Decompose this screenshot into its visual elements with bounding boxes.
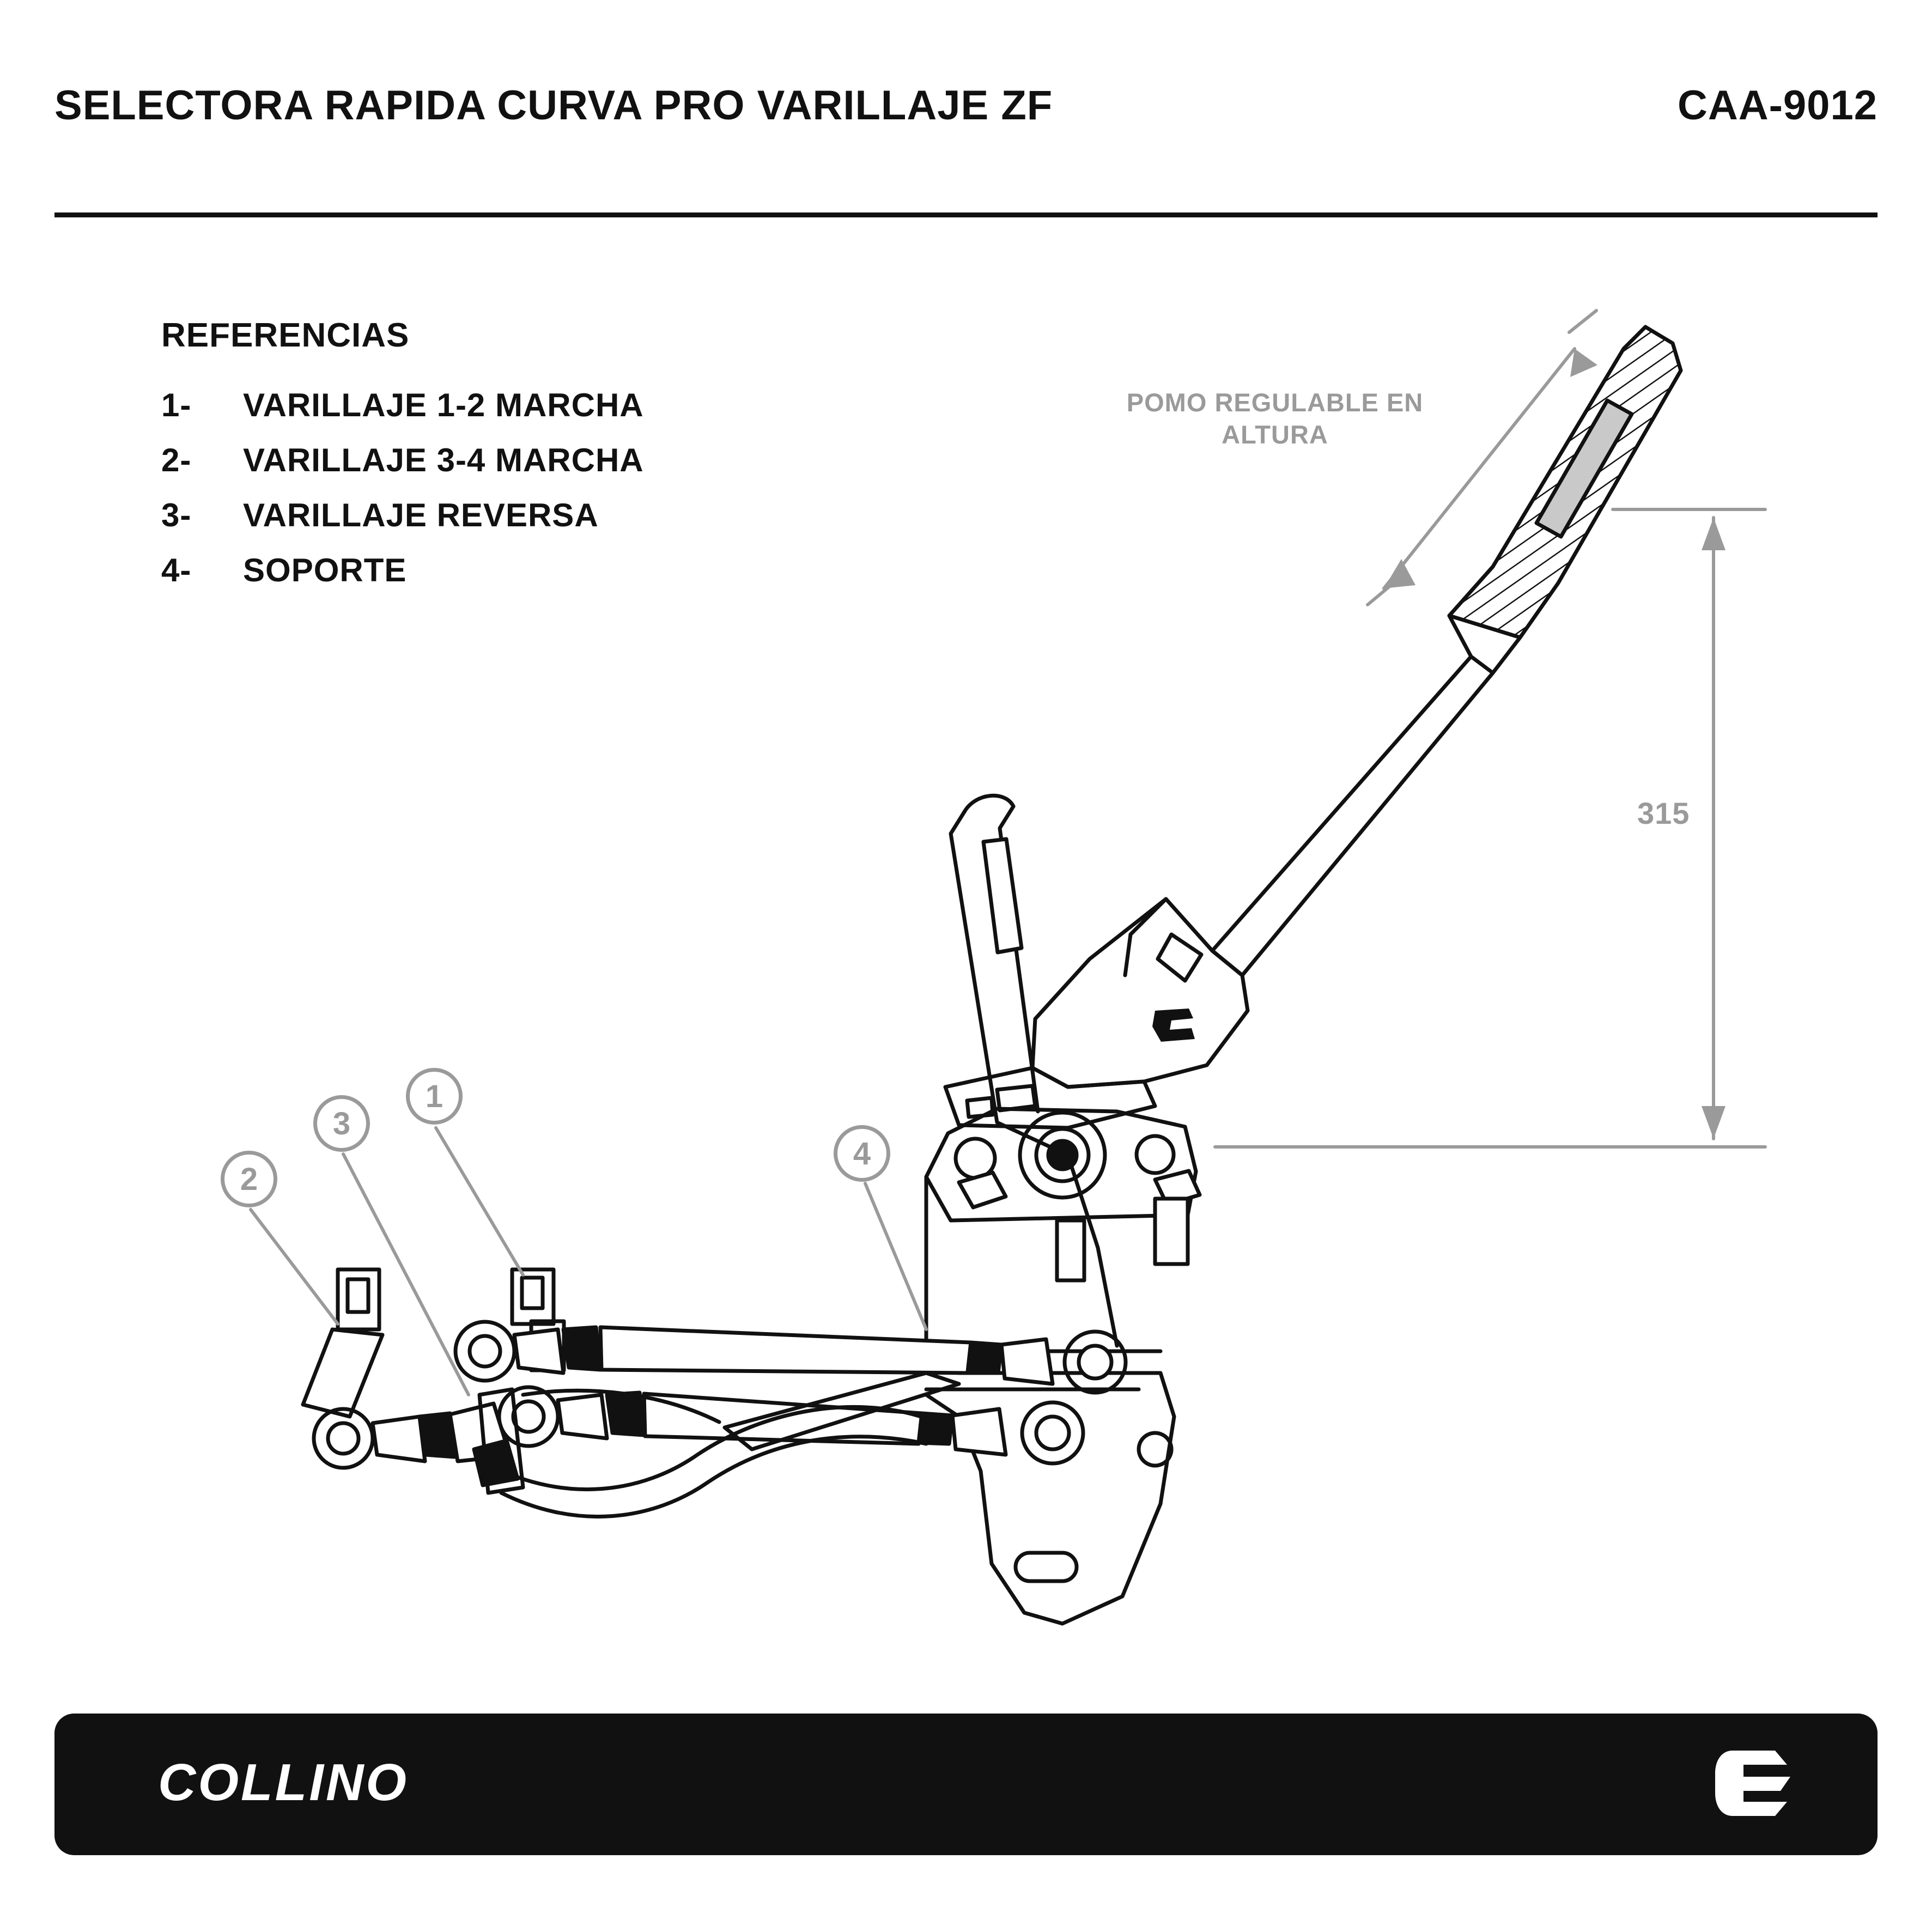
collino-c-logo-icon <box>1714 1747 1796 1819</box>
transmission-linkage <box>479 1389 926 1517</box>
sheet-footer <box>54 1714 1878 1855</box>
reference-number: 1- <box>161 387 192 423</box>
leader-3 <box>343 1154 469 1395</box>
height-dimension-label: 315 <box>1637 796 1690 830</box>
callout-bubble-3: 3 <box>313 1095 370 1152</box>
reference-label: VARILLAJE 3-4 MARCHA <box>243 442 644 478</box>
references-title: REFERENCIAS <box>161 317 410 354</box>
support-plate <box>926 1177 1188 1624</box>
gear-knob <box>1449 327 1681 673</box>
reference-label: VARILLAJE 1-2 MARCHA <box>243 387 644 423</box>
reference-label: VARILLAJE REVERSA <box>243 497 599 533</box>
references-block <box>161 316 870 606</box>
collino-badge-icon <box>1152 1008 1195 1042</box>
reference-item-4 <box>161 551 870 589</box>
selector-arm <box>951 795 1117 1346</box>
callout-bubble-2: 2 <box>221 1151 277 1207</box>
callout-bubble-4: 4 <box>834 1125 890 1182</box>
brand-wordmark: COLLINO <box>158 1753 409 1812</box>
leader-1 <box>436 1128 523 1275</box>
lever-base-plate <box>1032 899 1248 1087</box>
part-number: CAA-9012 <box>1677 82 1878 129</box>
knob-arrow-tick <box>1368 578 1400 605</box>
reference-number: 3- <box>161 497 192 533</box>
rod-1-2-marcha <box>455 1269 1126 1393</box>
header-divider <box>54 212 1878 217</box>
base-bracket-wing <box>945 1068 1155 1128</box>
leader-4 <box>865 1183 926 1329</box>
rod-3-4-marcha <box>303 1269 518 1485</box>
page-title: SELECTORA RAPIDA CURVA PRO VARILLAJE ZF <box>54 82 1053 129</box>
knob-adjustable-note: POMO REGULABLE EN ALTURA <box>1126 388 1424 449</box>
callout-bubble-1: 1 <box>406 1068 463 1125</box>
link-arm-plate <box>725 1373 959 1449</box>
reference-number: 4- <box>161 552 192 588</box>
knob-arrow-line <box>1384 349 1575 588</box>
lever-shaft <box>1212 657 1493 975</box>
rod-reversa <box>499 1387 1083 1463</box>
reference-label: SOPORTE <box>243 552 407 588</box>
leader-2 <box>251 1210 338 1324</box>
sheet-header <box>54 82 1878 180</box>
knob-arrow-tick-top <box>1569 311 1596 332</box>
reference-number: 2- <box>161 442 192 478</box>
reference-item-1 <box>161 386 870 424</box>
pivot-housing <box>926 1109 1200 1220</box>
reference-item-2 <box>161 441 870 479</box>
reference-item-3 <box>161 496 870 534</box>
